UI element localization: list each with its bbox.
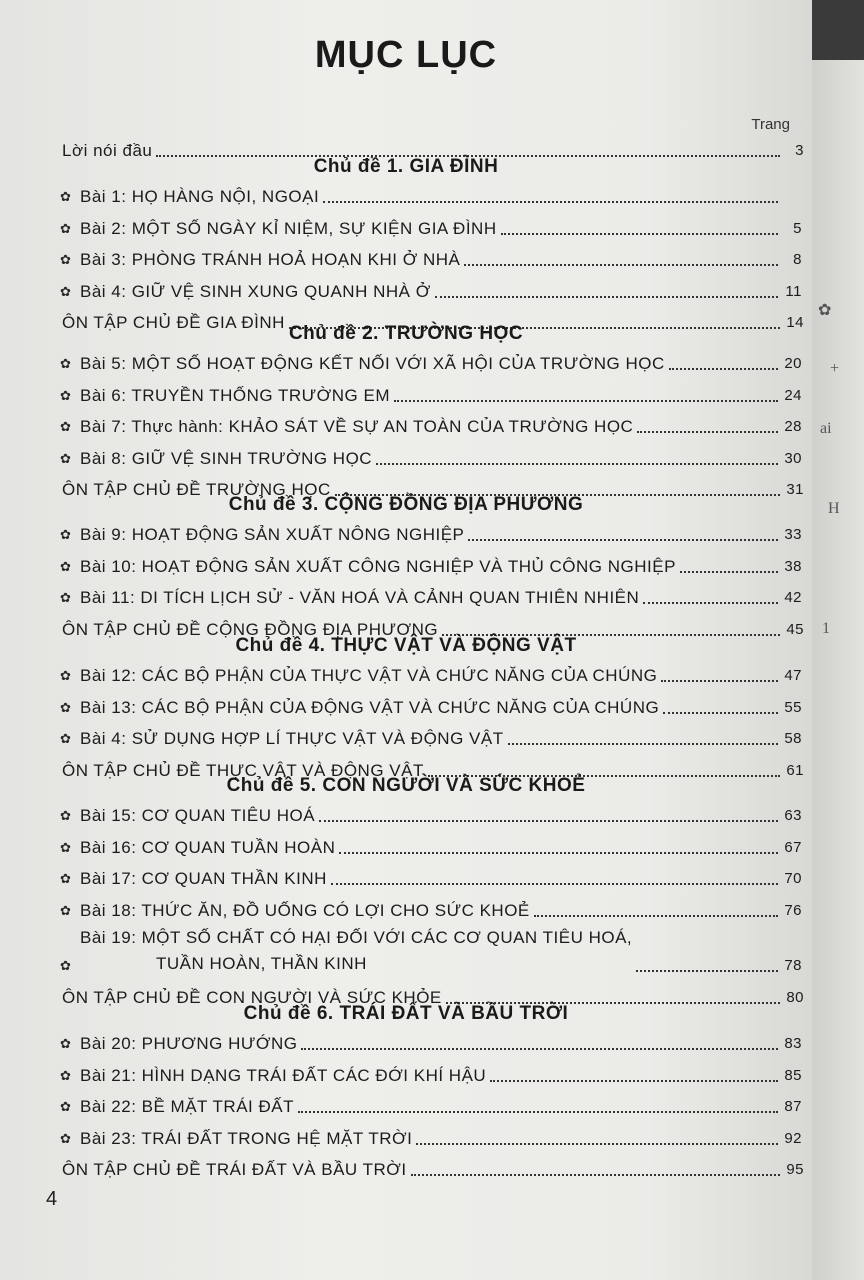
- toc-entry-page: 58: [784, 730, 802, 747]
- toc-entry[interactable]: [60, 275, 802, 303]
- toc-entry-label: Bài 4: GIỮ VỆ SINH XUNG QUANH NHÀ Ở: [80, 282, 431, 301]
- dot-leader: [376, 463, 778, 465]
- dot-leader: [534, 915, 778, 917]
- dot-leader: [319, 820, 778, 822]
- toc-entry-label: Bài 12: CÁC BỘ PHẬN CỦA THỰC VẬT VÀ CHỨC NĂNG CỦA CHÚNG: [80, 666, 658, 685]
- flower-bullet-icon: ✿: [60, 189, 72, 204]
- dot-leader: [508, 743, 778, 745]
- toc-entry-page: 63: [784, 807, 802, 824]
- toc-entry-label: ÔN TẬP CHỦ ĐỀ GIA ĐÌNH: [62, 313, 285, 332]
- toc-entry-page: 20: [784, 355, 802, 372]
- flower-bullet-icon: ✿: [60, 903, 72, 918]
- toc-entry-label: ÔN TẬP CHỦ ĐỀ THỰC VẬT VÀ ĐỘNG VẬT: [62, 761, 424, 780]
- dot-leader: [339, 852, 778, 854]
- toc-entry-page: 31: [786, 481, 804, 498]
- toc-entry-page: 47: [784, 667, 802, 684]
- dot-leader: [669, 368, 778, 370]
- dot-leader: [661, 680, 778, 682]
- toc-entry[interactable]: [60, 212, 802, 240]
- flower-bullet-icon: ✿: [60, 419, 72, 434]
- toc-entry-page: 8: [793, 251, 802, 268]
- flower-bullet-icon: ✿: [60, 252, 72, 267]
- toc-entry-page: 80: [786, 989, 804, 1006]
- flower-bullet-icon: ✿: [60, 840, 72, 855]
- flower-bullet-icon: ✿: [60, 388, 72, 403]
- toc-entry-page: 5: [793, 220, 802, 237]
- flower-bullet-icon: ✿: [60, 1036, 72, 1051]
- toc-entry-label: Bài 7: Thực hành: KHẢO SÁT VỀ SỰ AN TOÀN CỦA TRƯỜNG HỌC: [80, 417, 634, 436]
- toc-entry-page: 42: [784, 589, 802, 606]
- toc-entry-page: 24: [784, 387, 802, 404]
- toc-entry-page: 3: [795, 142, 804, 159]
- toc-entry-label: Bài 10: HOẠT ĐỘNG SẢN XUẤT CÔNG NGHIỆP VÀ THỦ CÔNG NGHIỆP: [80, 557, 676, 576]
- page-number: 4: [46, 1188, 58, 1210]
- toc-entry[interactable]: [60, 799, 802, 827]
- section-heading: Chủ đề 5. CON NGƯỜI VÀ SỨC KHOẺ: [226, 775, 586, 796]
- flower-bullet-icon: ✿: [60, 221, 72, 236]
- dot-leader: [636, 970, 778, 972]
- section-heading: Chủ đề 3. CỘNG ĐỒNG ĐỊA PHƯƠNG: [228, 494, 584, 515]
- dot-leader: [663, 712, 778, 714]
- toc-entry-label: Bài 2: MỘT SỐ NGÀY KỈ NIỆM, SỰ KIỆN GIA ĐÌNH: [80, 219, 497, 238]
- toc-entry-page: 85: [784, 1067, 802, 1084]
- flower-bullet-icon: ✿: [60, 808, 72, 823]
- toc-entry-page: 92: [784, 1130, 802, 1147]
- toc-entry-page: 28: [784, 418, 802, 435]
- section-heading: Chủ đề 6. TRÁI ĐẤT VÀ BẦU TRỜI: [243, 1003, 569, 1024]
- toc-entry-label-continued: TUẦN HOÀN, THẦN KINH: [156, 954, 367, 973]
- flower-bullet-icon: ✿: [60, 700, 72, 715]
- toc-entry-label: Bài 3: PHÒNG TRÁNH HOẢ HOẠN KHI Ở NHÀ: [80, 250, 461, 269]
- toc-entry-label: Bài 1: HỌ HÀNG NỘI, NGOẠI: [80, 187, 320, 206]
- toc-entry-label: Bài 18: THỨC ĂN, ĐỒ UỐNG CÓ LỢI CHO SỨC KHOẺ: [80, 901, 530, 920]
- toc-entry-page: 70: [784, 870, 802, 887]
- toc-entry[interactable]: [60, 1090, 802, 1118]
- flower-bullet-icon: ✿: [60, 451, 72, 466]
- toc-entry-page: 76: [784, 902, 802, 919]
- toc-entry-page: 78: [784, 957, 802, 974]
- section-heading: Chủ đề 1. GIA ĐÌNH: [313, 156, 499, 177]
- toc-entry[interactable]: [60, 659, 802, 687]
- toc-entry[interactable]: [60, 1059, 802, 1087]
- dot-leader: [301, 1048, 778, 1050]
- dot-leader: [416, 1143, 778, 1145]
- section-heading: Chủ đề 2. TRƯỜNG HỌC: [288, 323, 524, 344]
- dot-leader: [331, 883, 778, 885]
- dot-leader: [323, 201, 778, 203]
- toc-entry-page: 30: [784, 450, 802, 467]
- toc-entry[interactable]: [60, 550, 802, 578]
- flower-bullet-icon: ✿: [60, 284, 72, 299]
- toc-entry[interactable]: [60, 1122, 802, 1150]
- toc-entry-label: Bài 22: BỀ MẶT TRÁI ĐẤT: [80, 1097, 294, 1116]
- toc-entry-page: 95: [786, 1161, 804, 1178]
- flower-bullet-icon: ✿: [60, 559, 72, 574]
- toc-entry[interactable]: [60, 442, 802, 470]
- flower-bullet-icon: ✿: [60, 871, 72, 886]
- toc-entry-page: 83: [784, 1035, 802, 1052]
- page-column-label: Trang: [751, 116, 790, 133]
- toc-entry-label: ÔN TẬP CHỦ ĐỀ TRÁI ĐẤT VÀ BẦU TRỜI: [62, 1160, 407, 1179]
- toc-entry[interactable]: [60, 894, 802, 922]
- flower-bullet-icon: ✿: [60, 958, 72, 973]
- toc-entry-label: ÔN TẬP CHỦ ĐỀ TRƯỜNG HỌC: [62, 480, 331, 499]
- toc-entry-label: Bài 4: SỬ DỤNG HỢP LÍ THỰC VẬT VÀ ĐỘNG VẬT: [80, 729, 504, 748]
- toc-entry-label: Bài 6: TRUYỀN THỐNG TRƯỜNG EM: [80, 386, 390, 405]
- flower-bullet-icon: ✿: [60, 527, 72, 542]
- toc-entry-label: Lời nói đầu: [62, 141, 153, 160]
- flower-bullet-icon: ✿: [60, 1099, 72, 1114]
- toc-entry-label: Bài 9: HOẠT ĐỘNG SẢN XUẤT NÔNG NGHIỆP: [80, 525, 465, 544]
- toc-entry[interactable]: [60, 722, 802, 750]
- toc-entry-page: 61: [786, 762, 804, 779]
- toc-entry[interactable]: [60, 862, 802, 890]
- toc-entry[interactable]: [60, 347, 802, 375]
- toc-entry-label: Bài 13: CÁC BỘ PHẬN CỦA ĐỘNG VẬT VÀ CHỨC NĂNG CỦA CHÚNG: [80, 698, 660, 717]
- toc-entry[interactable]: [60, 1027, 802, 1055]
- dot-leader: [643, 602, 778, 604]
- toc-entry-page: 38: [784, 558, 802, 575]
- section-heading: Chủ đề 4. THỰC VẬT VÀ ĐỘNG VẬT: [235, 635, 577, 656]
- flower-bullet-icon: ✿: [60, 590, 72, 605]
- toc-entry-page: 45: [786, 621, 804, 638]
- dot-leader: [411, 1174, 780, 1176]
- page-title: MỤC LỤC: [314, 34, 498, 76]
- flower-bullet-icon: ✿: [60, 356, 72, 371]
- toc-entry-label: Bài 5: MỘT SỐ HOẠT ĐỘNG KẾT NỐI VỚI XÃ HỘI CỦA TRƯỜNG HỌC: [80, 354, 665, 373]
- toc-entry[interactable]: [60, 180, 802, 208]
- toc-entry-label: Bài 19: MỘT SỐ CHẤT CÓ HẠI ĐỐI VỚI CÁC CƠ QUAN TIÊU HOÁ,: [80, 928, 633, 947]
- toc-entry-page: 11: [785, 283, 802, 300]
- toc-entry[interactable]: [60, 831, 802, 859]
- toc-entry-label: Bài 17: CƠ QUAN THẦN KINH: [80, 869, 327, 888]
- toc-entry-page: 55: [784, 699, 802, 716]
- dot-leader: [464, 264, 778, 266]
- toc-entry[interactable]: [60, 691, 802, 719]
- toc-entry-page: 67: [784, 839, 802, 856]
- flower-bullet-icon: ✿: [60, 1131, 72, 1146]
- toc-entry-label: Bài 8: GIỮ VỆ SINH TRƯỜNG HỌC: [80, 449, 373, 468]
- toc-entry-label: Bài 16: CƠ QUAN TUẦN HOÀN: [80, 838, 336, 857]
- toc-entry-label: ÔN TẬP CHỦ ĐỀ CON NGƯỜI VÀ SỨC KHỎE: [62, 988, 442, 1007]
- toc-entry[interactable]: [60, 581, 802, 609]
- toc-entry-label: Bài 15: CƠ QUAN TIÊU HOÁ: [80, 806, 316, 825]
- toc-entry-page: 33: [784, 526, 802, 543]
- toc-entry-label: Bài 11: DI TÍCH LỊCH SỬ - VĂN HOÁ VÀ CẢNH QUAN THIÊN NHIÊN: [80, 588, 640, 607]
- toc-entry-label: Bài 20: PHƯƠNG HƯỚNG: [80, 1034, 298, 1053]
- dot-leader: [490, 1080, 778, 1082]
- flower-bullet-icon: ✿: [60, 1068, 72, 1083]
- adjacent-page-edge: ✿ + ai H 1: [812, 60, 864, 1280]
- dot-leader: [298, 1111, 778, 1113]
- toc-entry-label: Bài 21: HÌNH DẠNG TRÁI ĐẤT CÁC ĐỚI KHÍ HẬU: [80, 1066, 487, 1085]
- flower-bullet-icon: ✿: [60, 731, 72, 746]
- toc-entry[interactable]: [60, 243, 802, 271]
- toc-entry[interactable]: [60, 925, 802, 977]
- toc-entry-label: Bài 23: TRÁI ĐẤT TRONG HỆ MẶT TRỜI: [80, 1129, 413, 1148]
- dot-leader: [501, 233, 778, 235]
- dot-leader: [435, 296, 778, 298]
- dot-leader: [394, 400, 778, 402]
- toc-entry[interactable]: [60, 410, 802, 438]
- toc-entry[interactable]: [62, 1153, 804, 1181]
- toc-entry[interactable]: [60, 518, 802, 546]
- toc-entry-label: ÔN TẬP CHỦ ĐỀ CỘNG ĐỒNG ĐỊA PHƯƠNG: [62, 620, 439, 639]
- dot-leader: [468, 539, 778, 541]
- dot-leader: [637, 431, 778, 433]
- flower-bullet-icon: ✿: [60, 668, 72, 683]
- dot-leader: [680, 571, 778, 573]
- toc-entry-page: 14: [786, 314, 804, 331]
- toc-entry-page: 87: [784, 1098, 802, 1115]
- toc-entry[interactable]: [60, 379, 802, 407]
